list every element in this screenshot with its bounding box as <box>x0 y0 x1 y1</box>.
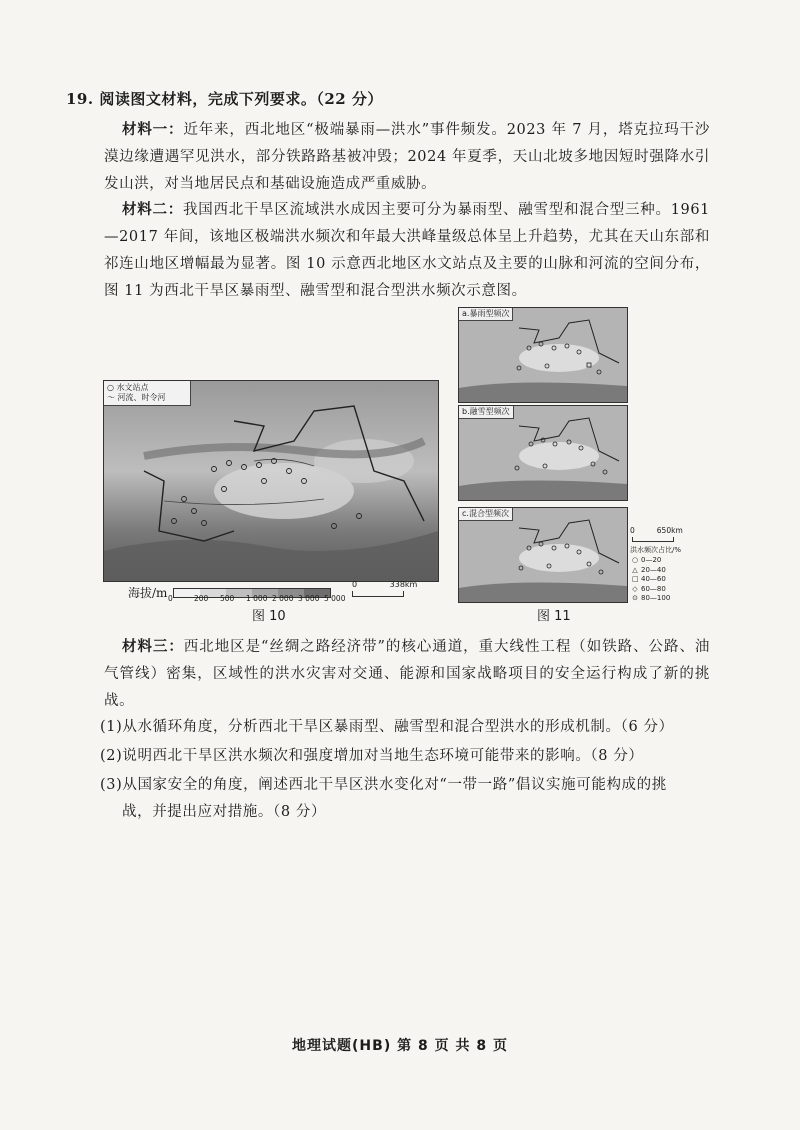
circle-icon: ○ <box>632 556 639 564</box>
panel-b-label: b.融雪型频次 <box>459 406 514 419</box>
panel-a-label: a.暴雨型频次 <box>459 308 513 321</box>
legend-item <box>630 566 706 576</box>
figure-11-panel-b <box>458 405 628 501</box>
diamond-icon: ◇ <box>632 584 638 593</box>
legend-item <box>630 575 706 585</box>
subquestion-3 <box>100 772 710 826</box>
figure-11-legend <box>630 526 706 604</box>
material-3 <box>104 633 710 715</box>
legend-station: 水文站点 <box>116 383 149 392</box>
f11-scale-bar <box>632 537 674 542</box>
legend-item <box>630 556 706 566</box>
elev-tick: 2 000 <box>272 594 294 603</box>
figure-11-panel-a <box>458 307 628 403</box>
elev-tick: 500 <box>220 594 235 603</box>
figure-10-scale <box>352 580 417 597</box>
panel-a-map <box>459 308 627 402</box>
legend-range: 60—80 <box>641 584 666 593</box>
panel-c-label: c.混合型频次 <box>459 508 513 521</box>
legend-item <box>630 585 706 595</box>
subquestion-3-line1: (3)从国家安全的角度，阐述西北干旱区洪水变化对“一带一路”倡议实施可能构成的挑 <box>100 777 667 793</box>
legend-range: 0—20 <box>641 556 662 564</box>
panel-c-map <box>459 508 627 602</box>
scale-km: 338km <box>389 580 418 589</box>
figure-11-panel-c <box>458 507 628 603</box>
legend-item <box>630 594 706 604</box>
elevation-ticks <box>168 594 350 603</box>
subquestion-2: (2)说明西北干旱区洪水频次和强度增加对当地生态环境可能带来的影响。（8 分） <box>100 748 644 764</box>
material-2-text: 我国西北干旱区流域洪水成因主要可分为暴雨型、融雪型和混合型三种。1961—2017 年间，该地区极端洪水频次和年最大洪峰量级总体呈上升趋势，尤其在天山东部和祁连山地区增幅最为显著。图 10 示意西北地区水文站点及主要的山脉和河流的空间分布，图 11 为西北干旱区暴雨型、融雪型和混合型洪水频次示意图。 <box>104 202 710 299</box>
material-3-text: 西北地区是“丝绸之路经济带”的核心通道，重大线性工程（如铁路、公路、油气管线）密集，区域性的洪水灾害对交通、能源和国家战略项目的安全运行构成了新的挑战。 <box>104 639 710 709</box>
legend-river: 河流、时令河 <box>117 393 166 402</box>
legend-range: 20—40 <box>641 565 666 574</box>
scale-zero: 0 <box>352 580 358 589</box>
panel-b-map <box>459 406 627 500</box>
subquestion-3-line2: 战，并提出应对措施。（8 分） <box>122 804 327 820</box>
elev-tick: 200 <box>194 594 209 603</box>
material-2 <box>104 196 710 305</box>
station-symbol-icon: ○ <box>107 383 117 392</box>
river-symbol-icon: 〜 <box>107 393 118 402</box>
triangle-icon: △ <box>632 565 638 574</box>
material-2-lead: 材料二： <box>122 201 183 218</box>
scale-bar <box>352 591 404 597</box>
elev-tick: 1 000 <box>246 594 268 603</box>
square-icon: □ <box>632 575 639 583</box>
figure-10-caption: 图 10 <box>252 609 286 624</box>
figure-10-legend <box>104 381 191 406</box>
legend-range: 80—100 <box>641 594 671 602</box>
elev-tick: 0 <box>168 594 173 603</box>
elev-tick: 3 000 <box>298 594 320 603</box>
legend-range: 40—60 <box>641 575 666 583</box>
dot-circle-icon: ⊙ <box>632 594 638 602</box>
page-footer: 地理试题(HB) 第 8 页 共 8 页 <box>292 1038 508 1054</box>
legend-title: 洪水频次占比/% <box>630 545 682 554</box>
figure-10-terrain <box>104 381 438 581</box>
material-1-lead: 材料一： <box>122 121 184 138</box>
figure-10-map <box>103 380 439 582</box>
elevation-label: 海拔/m <box>128 586 168 600</box>
question-header: 19. 阅读图文材料，完成下列要求。（22 分） <box>66 90 383 108</box>
subquestion-1: (1)从水循环角度，分析西北干旱区暴雨型、融雪型和混合型洪水的形成机制。（6 分） <box>100 719 674 735</box>
figure-11-caption: 图 11 <box>537 609 571 624</box>
f11-scale-km: 650km <box>656 526 683 535</box>
material-1 <box>104 116 710 198</box>
f11-scale-zero: 0 <box>630 526 635 535</box>
material-1-text: 近年来，西北地区“极端暴雨—洪水”事件频发。2023 年 7 月，塔克拉玛干沙漠边缘遭遇罕见洪水，部分铁路路基被冲毁；2024 年夏季，天山北坡多地因短时强降水引发山洪，对当地居民点和基础设施造成严重威胁。 <box>104 122 710 192</box>
material-3-lead: 材料三： <box>122 638 184 655</box>
elev-tick: 5 000 <box>324 594 346 603</box>
